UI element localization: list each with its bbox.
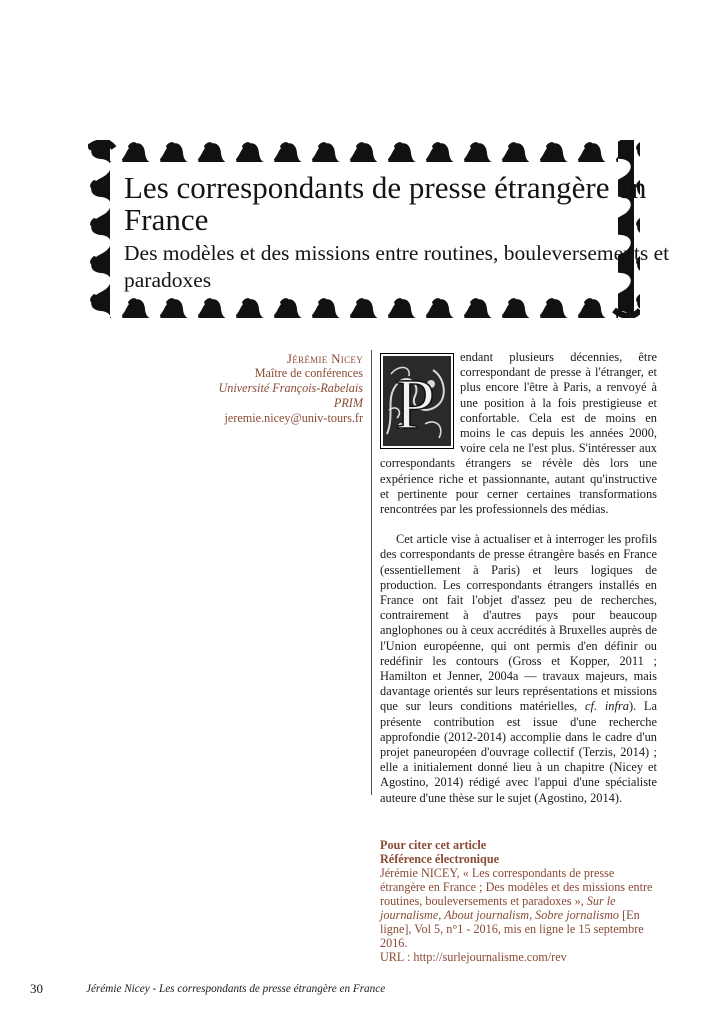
author-email[interactable]: jeremie.nicey@univ-tours.fr xyxy=(224,411,363,425)
article-title xyxy=(124,172,725,236)
author-university: Université François-Rabelais xyxy=(218,381,363,395)
article-title-text: Les correspondants de presse étrangère en France xyxy=(124,170,647,237)
article-subtitle-text: Des modèles et des missions entre routines, bouleversements et paradoxes xyxy=(124,241,670,292)
citation-body: Jérémie NICEY, « Les correspondants de presse étrangère en France ; Des modèles et des missions entre routines, bouleversements et paradoxes », xyxy=(380,866,653,908)
article-body xyxy=(380,350,657,806)
citation-heading: Pour citer cet article xyxy=(380,838,487,852)
column-divider xyxy=(371,350,372,795)
citation-block xyxy=(380,838,660,964)
citation-text xyxy=(380,866,660,950)
author-role: Maître de conférences xyxy=(254,366,363,380)
author-name: Jérémie Nicey xyxy=(286,351,363,366)
page-number: 30 xyxy=(30,981,43,996)
citation-subheading: Référence électronique xyxy=(380,852,500,866)
running-title: Jérémie Nicey - Les correspondants de presse étrangère en France xyxy=(86,983,386,995)
citation-journal: Sur le journalisme, About journalism, Sobre jornalismo xyxy=(380,894,620,922)
paragraph-1: endant plusieurs décennies, être correspondant de presse à l'étranger, et plus encore l'être à Paris, a renvoyé à une position à la fois prestigieuse et confortable. Cela est de moins en moins le cas depuis les années 2000, voire cela ne l'est plus. S'intéresser aux correspondants étrangers se révèle dès lors une expérience riche et passionnante, autant qu'instructive et pertinente pour cerner certaines transformations rencontrées par les professionnels des médias. xyxy=(380,350,657,517)
citation-details: [En ligne], Vol 5, n°1 - 2016, mis en ligne le 15 septembre 2016. xyxy=(380,908,644,950)
paragraph-2-cf: cf. infra xyxy=(585,699,629,714)
paragraph-2 xyxy=(380,532,657,806)
ornamental-dropcap xyxy=(380,353,454,449)
article-subtitle xyxy=(124,240,725,294)
dropcap-ornament-icon xyxy=(381,354,453,448)
paragraph-2-part-2: ). La présente contribution est issue d'une recherche approfondie (2012-2014) accomplie dans le cadre d'un projet paneuropéen d'ouvrage collectif (Terzis, 2014) ; elle a initialement donné lieu à un chapitre (Nicey et Agostino, 2014) rédigé avec l'appui d'une spécialiste auteure d'une thèse sur le sujet (Agostino, 2014). xyxy=(380,699,657,805)
paragraph-2-part-1: Cet article vise à actualiser et à interroger les profils des correspondants de presse étrangère basés en France (essentiellement à Paris) et leurs logiques de production. Les correspondants étrangers installés en France ont fait l'objet d'assez peu de recherches, contrairement à d'autres pays pour beaucoup anglophones ou à ceux accrédités à Bruxelles auprès de l'Union européenne, qui ont permis d'en définir ou redéfinir les contours (Gross et Kopper, 2011 ; Hamilton et Jenner, 2004a — travaux majeurs, mais davantage orientés sur leurs représentations et missions que sur leurs conditions matérielles, xyxy=(380,532,657,714)
citation-url[interactable]: URL : http://surlejournalisme.com/rev xyxy=(380,950,567,964)
author-block xyxy=(180,351,363,426)
dropcap-letter: P xyxy=(395,364,436,444)
author-lab: PRIM xyxy=(333,396,363,410)
